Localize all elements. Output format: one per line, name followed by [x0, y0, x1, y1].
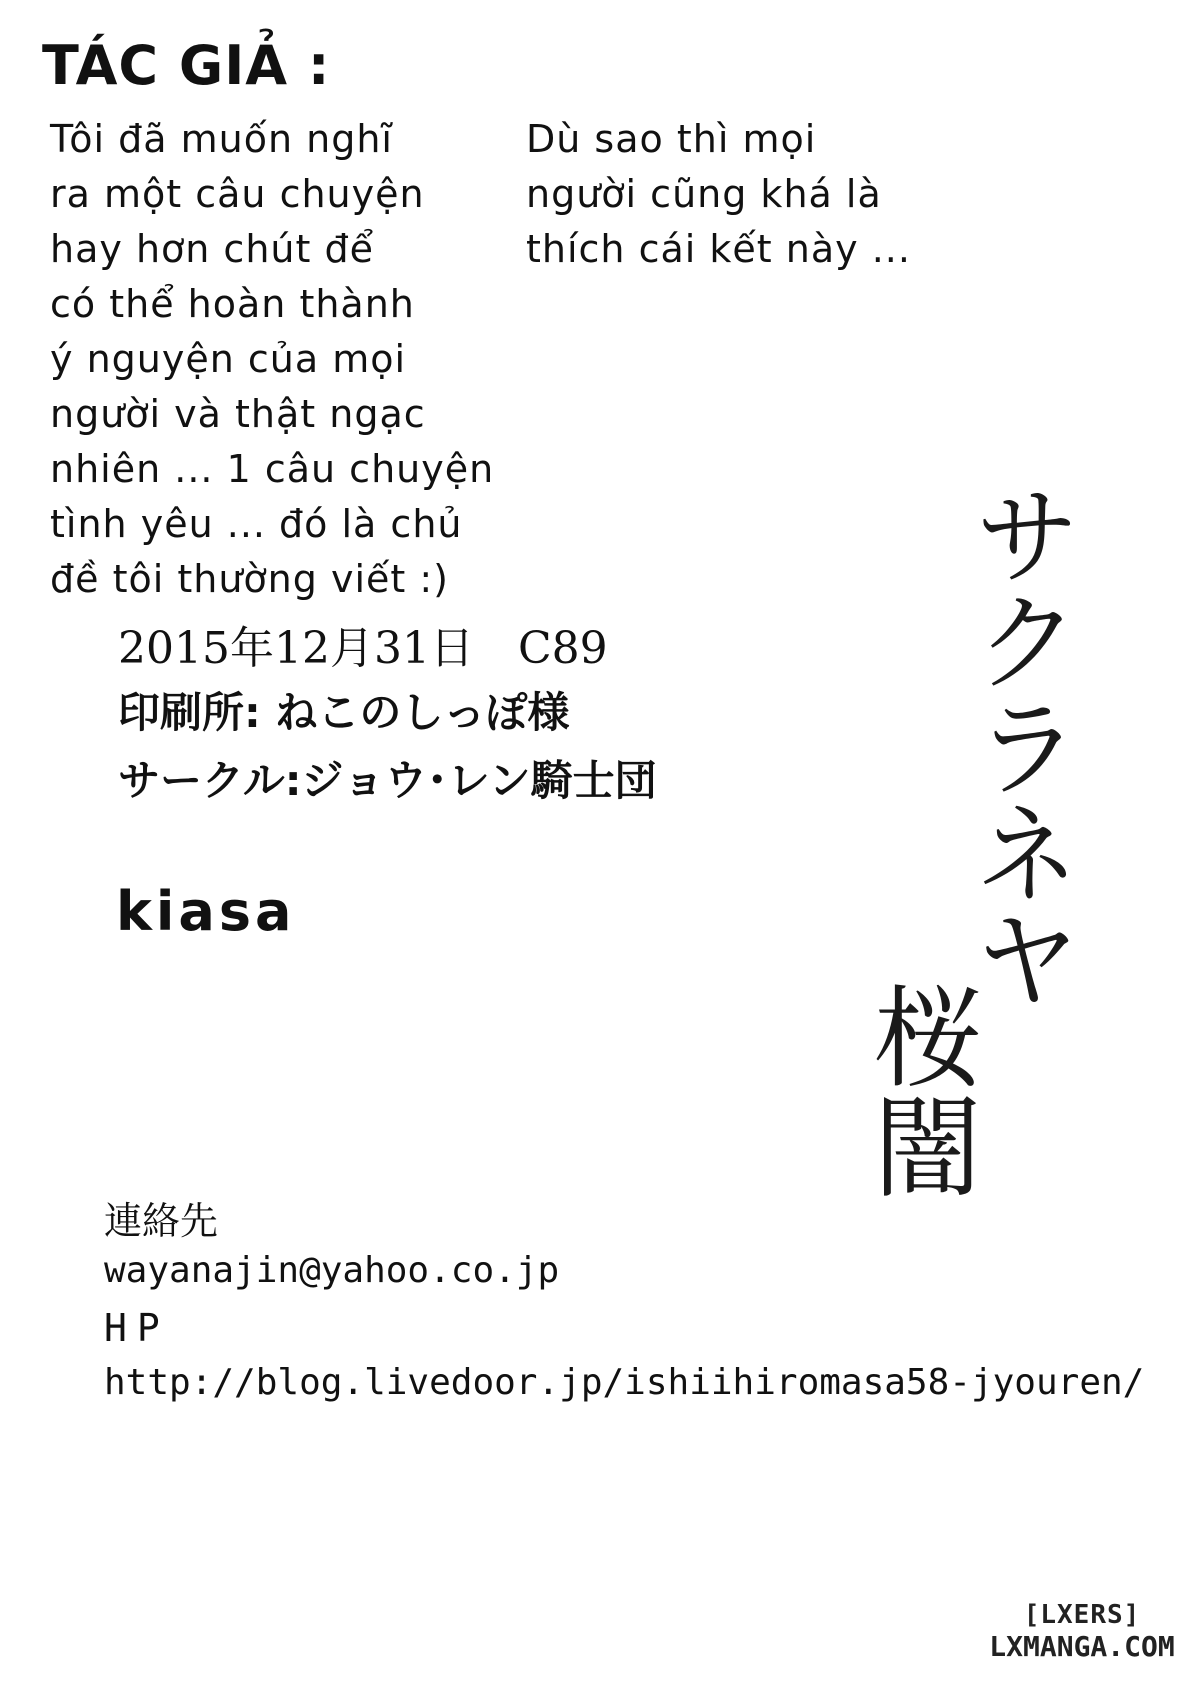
author-note-right	[526, 112, 911, 277]
contact-email: wayanajin@yahoo.co.jp	[104, 1250, 560, 1291]
vertical-title	[840, 480, 1090, 1240]
note-line: có thể hoàn thành	[50, 282, 415, 326]
note-line: Tôi đã muốn nghĩ	[50, 117, 393, 161]
author-heading: TÁC GIẢ :	[42, 34, 331, 97]
note-line: tình yêu ... đó là chủ	[50, 502, 463, 546]
contact-url: http://blog.livedoor.jp/ishiihiromasa58-jyouren/	[104, 1362, 1145, 1403]
vertical-title-kana: サクラネヤ	[955, 480, 1080, 1010]
contact-label: 連絡先	[104, 1199, 219, 1243]
contact-hp-label: HP	[104, 1306, 170, 1350]
note-line: người và thật ngạc	[50, 392, 426, 436]
colophon-printer: 印刷所: ねこのしっぽ様	[118, 688, 570, 737]
note-line: đề tôi thường viết :)	[50, 557, 449, 601]
colophon-circle: サークル:ジョウ･レン騎士団	[118, 756, 657, 805]
vertical-title-kanji: 桜闇	[855, 980, 983, 1200]
watermark-bottom: LXMANGA.COM	[989, 1630, 1175, 1663]
note-line: ra một câu chuyện	[50, 172, 425, 216]
note-line: nhiên ... 1 câu chuyện	[50, 447, 495, 491]
watermark	[982, 1600, 1182, 1663]
note-line: người cũng khá là	[526, 172, 882, 216]
watermark-top: [LXERS]	[1023, 1600, 1141, 1630]
colophon-date-event: 2015年12月31日 C89	[118, 623, 608, 674]
artist-name: kiasa	[116, 880, 296, 943]
author-note-left	[50, 112, 494, 607]
note-line: ý nguyện của mọi	[50, 337, 407, 381]
note-line: thích cái kết này ...	[526, 227, 911, 271]
note-line: hay hơn chút để	[50, 227, 374, 271]
note-line: Dù sao thì mọi	[526, 117, 817, 161]
